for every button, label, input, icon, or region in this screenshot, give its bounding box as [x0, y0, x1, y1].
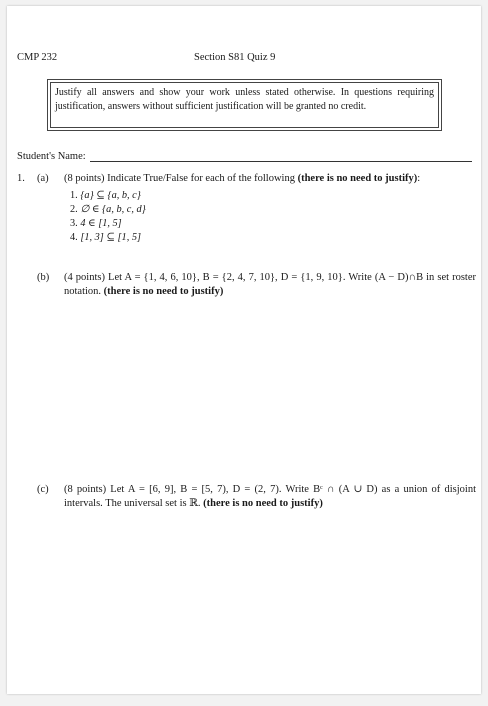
instructions-box [47, 79, 442, 131]
part-a-item-3: 3. 4 ∈ [1, 5] [70, 218, 122, 229]
part-a: (8 points) Indicate True/False for each of the following (there is no need to justify): 1. {a} ⊆ {a, b, c} 2. ∅ ∈ {a, b, c, d} 3. 4 ∈ [1, 5] 4. [1, 3] ⊆ [1, 5] [64, 172, 474, 245]
part-a-item-1: 1. {a} ⊆ {a, b, c} [70, 190, 141, 201]
part-a-items [70, 189, 474, 245]
part-a-tag: (a) [37, 173, 49, 184]
course-code: CMP 232 [17, 52, 58, 63]
part-b-tag: (b) [37, 272, 50, 283]
student-name-row [17, 151, 472, 162]
part-a-note: (there is no need to justify) [297, 173, 418, 184]
part-b-note: (there is no need to justify) [103, 286, 224, 297]
instructions-text: Justify all answers and show your work unless stated otherwise. In questions requiring justification, answers without sufficient justification will be granted no credit. [50, 82, 439, 128]
part-b-text: (4 points) Let A = {1, 4, 6, 10}, B = {2, 4, 7, 10}, D = {1, 9, 10}. Write (A − D)∩B in set roster notation. [64, 272, 476, 297]
part-c [64, 483, 476, 511]
part-c-note: (there is no need to justify) [203, 498, 323, 509]
quiz-page [7, 6, 481, 694]
part-a-points: (8 points) Indicate True/False for each of the following [64, 173, 295, 184]
student-name-line [90, 152, 472, 162]
quiz-title: Section S81 Quiz 9 [194, 52, 276, 63]
part-c-text: (8 points) Let A = [6, 9], B = [5, 7), D = (2, 7). Write Bᶜ ∩ (A ∪ D) as a union of disjoint intervals. The universal set is ℝ. [64, 484, 476, 509]
part-a-item-4: 4. [1, 3] ⊆ [1, 5] [70, 232, 142, 243]
part-a-item-2: 2. ∅ ∈ {a, b, c, d} [70, 204, 146, 215]
question-number: 1. [17, 173, 25, 184]
part-b [64, 271, 476, 299]
student-name-label: Student's Name: [17, 151, 86, 162]
part-c-tag: (c) [37, 484, 49, 495]
